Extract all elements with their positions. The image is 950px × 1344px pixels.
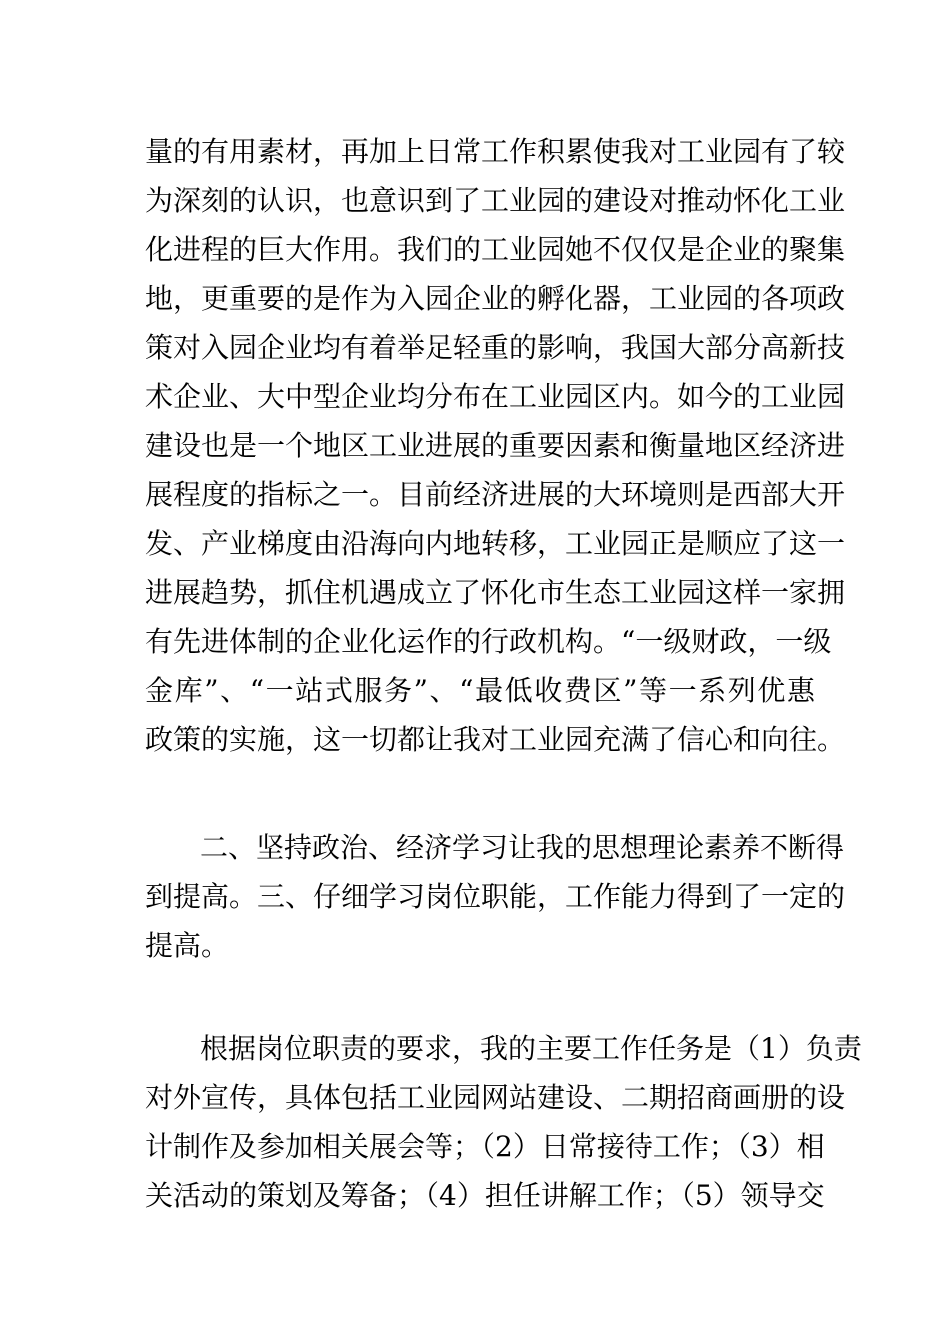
paragraph-1-line-6: 术企业、大中型企业均分布在工业园区内。如今的工业园 bbox=[145, 380, 846, 413]
paragraph-1-line-5: 策对入园企业均有着举足轻重的影响，我国大部分高新技 bbox=[145, 331, 846, 364]
paragraph-1-line-9: 发、产业梯度由沿海向内地转移，工业园正是顺应了这一 bbox=[145, 527, 846, 560]
paragraph-1-line-13: 政策的实施，这一切都让我对工业园充满了信心和向往。 bbox=[145, 723, 846, 756]
paragraph-1-line-10: 进展趋势，抓住机遇成立了怀化市生态工业园这样一家拥 bbox=[145, 576, 846, 609]
paragraph-1-line-4: 地，更重要的是作为入园企业的孵化器，工业园的各项政 bbox=[145, 282, 846, 315]
paragraph-1-line-2: 为深刻的认识，也意识到了工业园的建设对推动怀化工业 bbox=[145, 184, 846, 217]
paragraph-1-line-7: 建设也是一个地区工业进展的重要因素和衡量地区经济进 bbox=[145, 429, 846, 462]
paragraph-1-line-8: 展程度的指标之一。目前经济进展的大环境则是西部大开 bbox=[145, 478, 846, 511]
paragraph-1-line-11: 有先进体制的企业化运作的行政机构。“一级财政，一级 bbox=[145, 625, 832, 658]
paragraph-3-line-2: 对外宣传，具体包括工业园网站建设、二期招商画册的设 bbox=[145, 1081, 846, 1114]
paragraph-2-line-1: 二、坚持政治、经济学习让我的思想理论素养不断得 bbox=[200, 831, 845, 864]
paragraph-2-line-3: 提高。 bbox=[145, 929, 230, 962]
paragraph-3-line-4: 关活动的策划及筹备；（4）担任讲解工作；（5）领导交 bbox=[145, 1179, 825, 1212]
paragraph-1-line-1: 量的有用素材，再加上日常工作积累使我对工业园有了较 bbox=[145, 135, 846, 168]
paragraph-2-line-2: 到提高。三、仔细学习岗位职能，工作能力得到了一定的 bbox=[145, 880, 846, 913]
paragraph-1-line-3: 化进程的巨大作用。我们的工业园她不仅仅是企业的聚集 bbox=[145, 233, 846, 266]
paragraph-3-line-3: 计制作及参加相关展会等；（2）日常接待工作；（3）相 bbox=[145, 1130, 825, 1163]
paragraph-1-line-12: 金库”、“一站式服务”、“最低收费区”等一系列优惠 bbox=[145, 674, 815, 707]
paragraph-3-line-1: 根据岗位职责的要求，我的主要工作任务是（1）负责 bbox=[200, 1032, 862, 1065]
